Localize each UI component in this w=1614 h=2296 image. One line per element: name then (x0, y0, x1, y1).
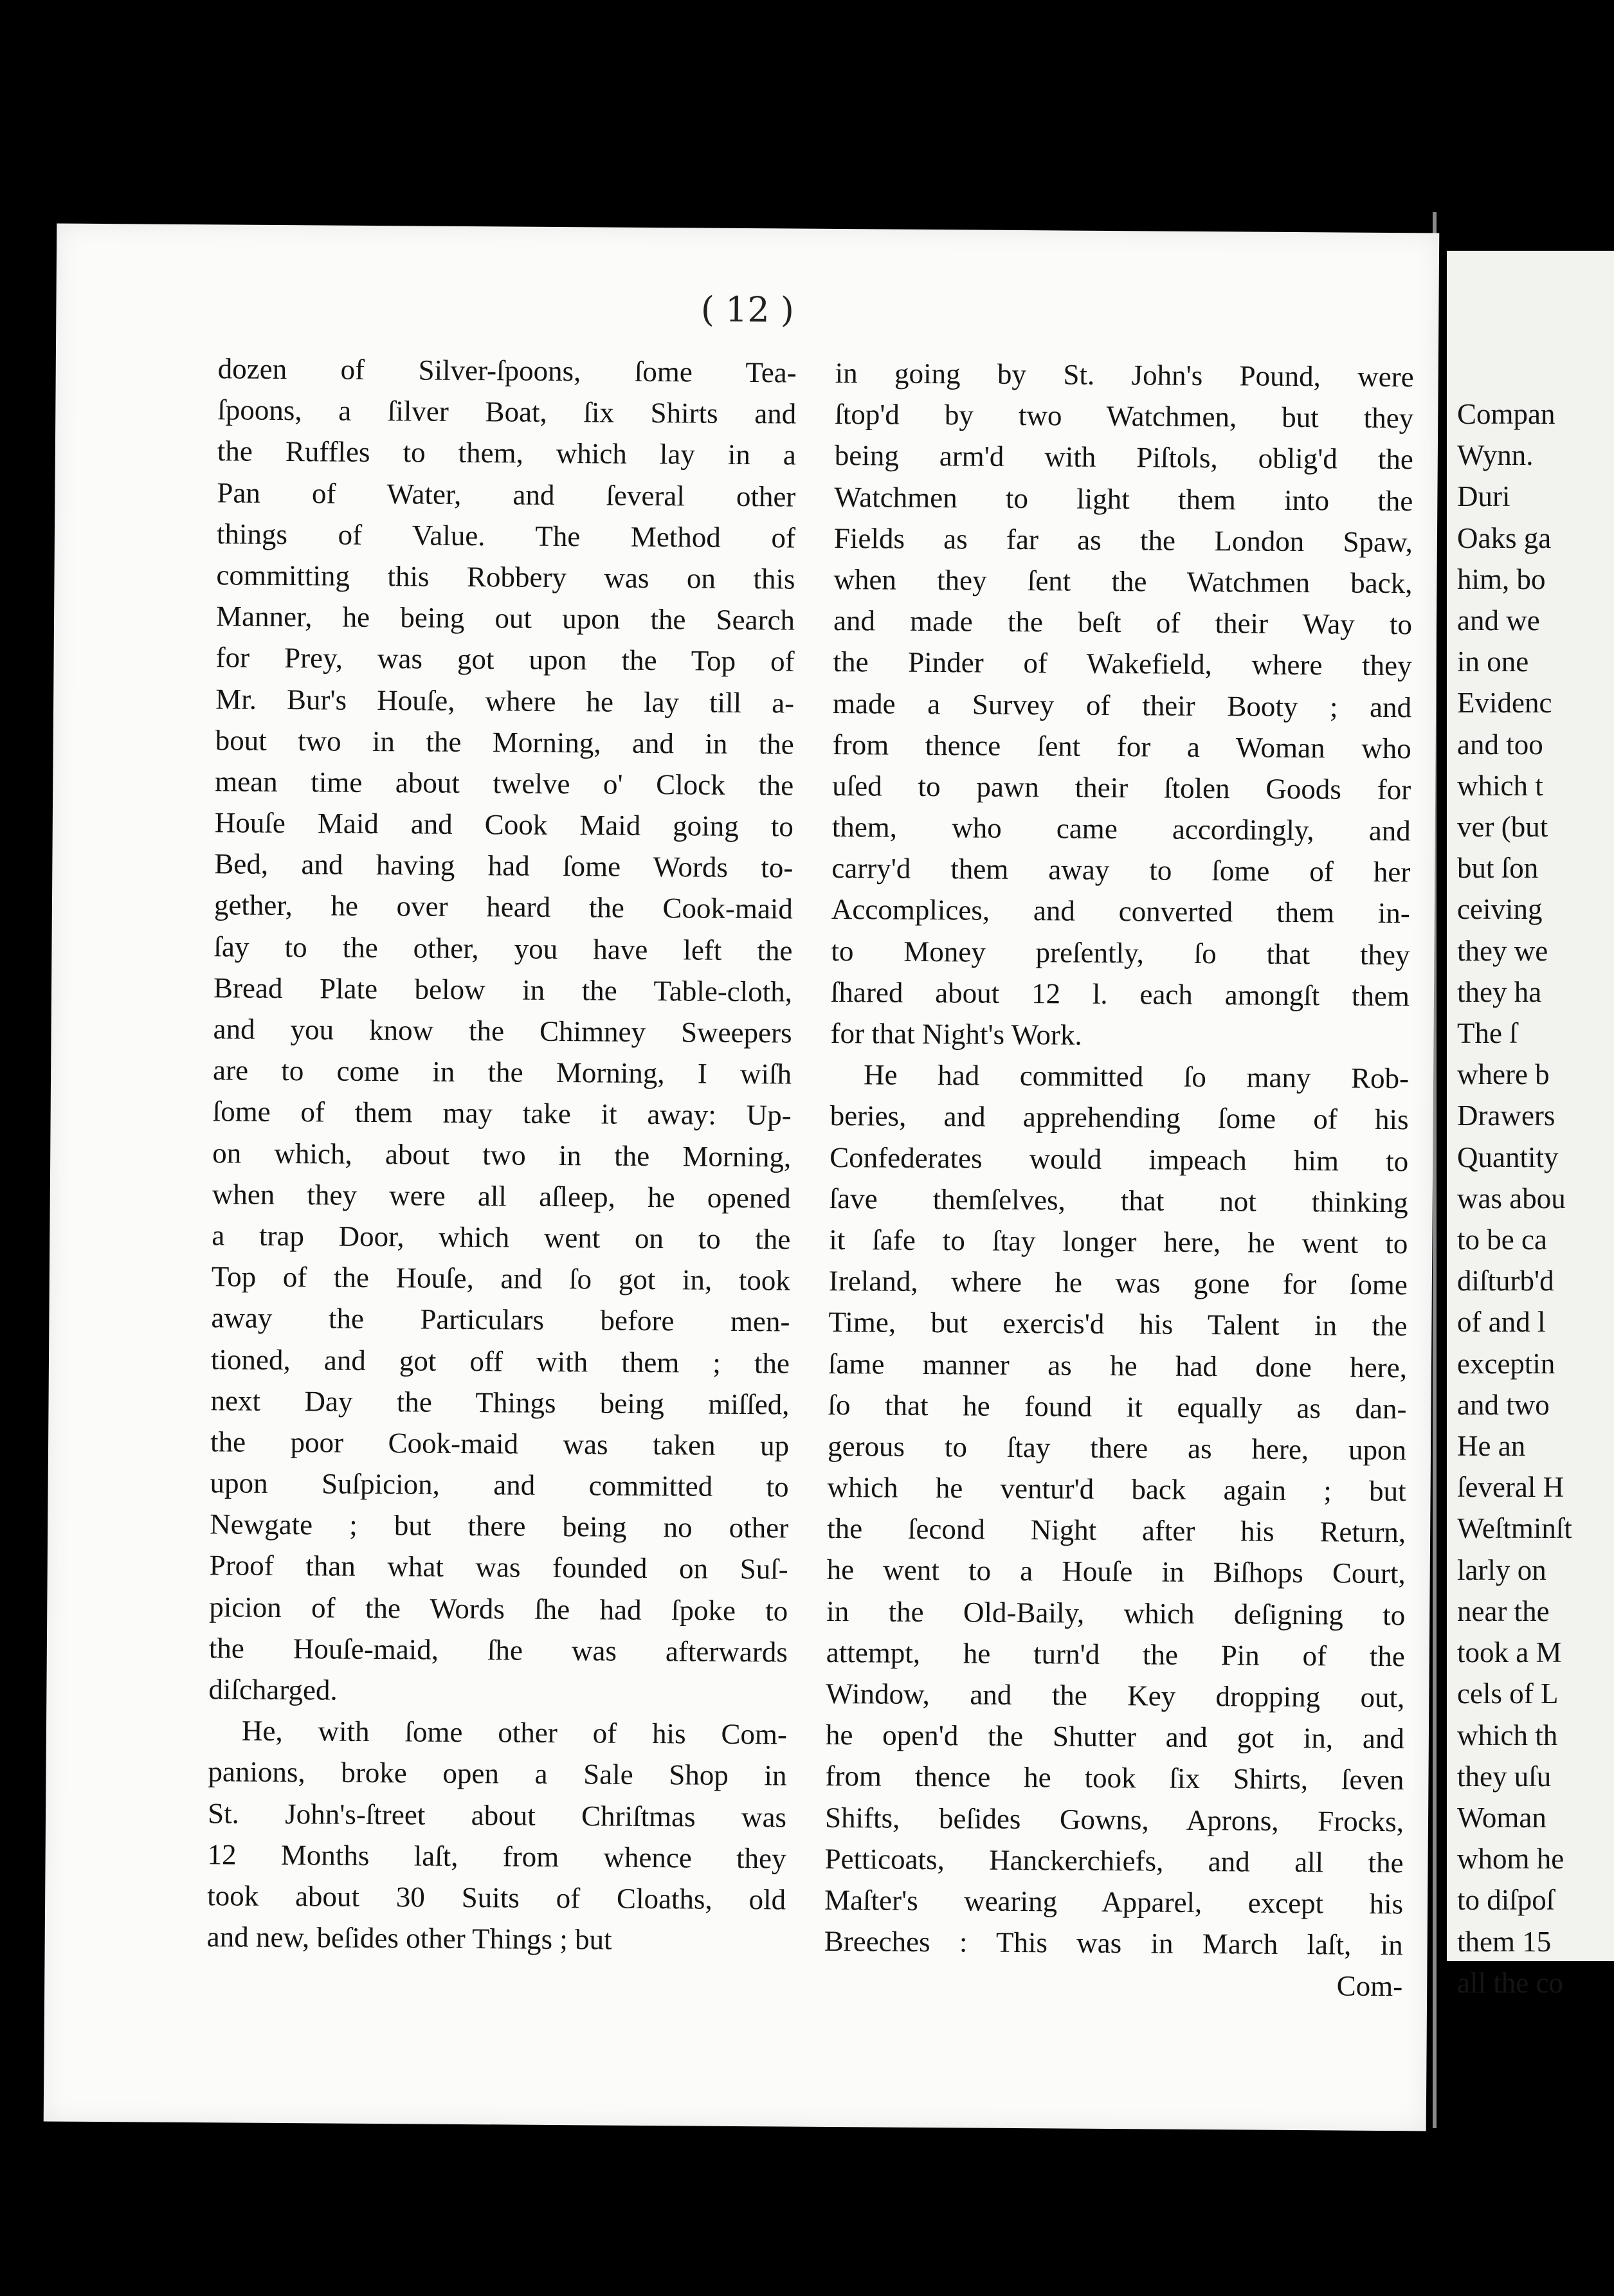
facing-text-fragment: Woman (1457, 1801, 1546, 1834)
text-line: for that Night's Work. (830, 1017, 1082, 1051)
text-line: ſome of them may take it away: Up- (212, 1095, 792, 1132)
text-line: from thence he took ſix Shirts, ſeven (825, 1760, 1404, 1796)
facing-text-fragment: all the co (1457, 1966, 1563, 1999)
text-line: Window, and the Key dropping out, (826, 1677, 1405, 1714)
text-line: Breeches : This was in March laſt, in (824, 1925, 1403, 1962)
facing-text-fragment: to diſpoſ (1457, 1884, 1555, 1917)
page-number: ( 12 ) (700, 289, 795, 330)
text-line: made a Survey of their Booty ; and (832, 687, 1412, 723)
text-line: ſhared about 12 l. each amongſt them (830, 975, 1410, 1013)
text-line: Com- (1336, 1969, 1403, 2003)
text-line: Top of the Houſe, and ſo got in, took (211, 1260, 791, 1297)
facing-text-fragment: Oaks ga (1457, 521, 1552, 554)
text-line: when they were all aſleep, he opened (212, 1178, 791, 1215)
text-line: committing this Robbery was on this (216, 559, 795, 595)
text-line: a trap Door, which went on to the (212, 1219, 791, 1256)
text-line: the Houſe-maid, ſhe was afterwards (208, 1632, 788, 1668)
facing-text-fragment: Duri (1457, 480, 1510, 513)
text-line: uſed to pawn their ſtolen Goods for (832, 769, 1411, 806)
text-line: diſcharged. (208, 1673, 338, 1706)
facing-text-fragment: Evidenc (1457, 687, 1552, 719)
text-line: Shifts, beſides Gowns, Aprons, Frocks, (824, 1801, 1404, 1838)
facing-text-fragment: and we (1457, 604, 1540, 637)
text-line: Petticoats, Hanckerchiefs, and all the (824, 1842, 1404, 1879)
text-line: Time, but exercis'd his Talent in the (828, 1306, 1408, 1342)
text-line: dozen of Silver-ſpoons, ſome Tea- (217, 352, 797, 389)
text-line: ſo that he found it equally as dan- (828, 1388, 1407, 1425)
text-line: it ſafe to ſtay longer here, he went to (829, 1223, 1408, 1260)
text-line: in going by St. John's Pound, were (835, 356, 1414, 393)
facing-text-fragment: but ſon (1457, 852, 1539, 885)
text-line: ſtop'd by two Watchmen, but they (835, 398, 1414, 435)
facing-text-fragment: they ha (1457, 975, 1542, 1008)
facing-page-text (1447, 393, 1572, 2003)
text-line: things of Value. The Method of (216, 518, 796, 554)
facing-text-fragment: Quantity (1457, 1141, 1559, 1173)
text-line: the poor Cook-maid was taken up (210, 1425, 790, 1462)
text-line: and you know the Chimney Sweepers (213, 1013, 792, 1049)
text-line: them, who came accordingly, and (831, 811, 1411, 847)
text-line: the Pinder of Wakefield, where they (833, 646, 1412, 682)
text-line: he open'd the Shutter and got in, and (825, 1719, 1405, 1755)
left-column (207, 348, 797, 1962)
facing-text-fragment: The ſ (1457, 1017, 1518, 1050)
text-line: gerous to ſtay there as here, upon (827, 1429, 1407, 1467)
text-line: away the Particulars before men- (211, 1301, 790, 1338)
text-line: Ireland, where he was gone for ſome (828, 1265, 1408, 1301)
facing-text-fragment: Weſtminſt (1457, 1512, 1572, 1545)
facing-text-fragment: to be ca (1457, 1224, 1547, 1256)
text-line: He, with ſome other of his Com- (241, 1714, 788, 1751)
facing-text-fragment: they we (1457, 934, 1548, 967)
text-line: 12 Months laſt, from whence they (207, 1838, 786, 1875)
text-line: and made the beſt of their Way to (833, 604, 1413, 641)
text-line: picion of the Words ſhe had ſpoke to (209, 1590, 788, 1627)
facing-text-fragment: Compan (1457, 398, 1555, 430)
text-line: upon Suſpicion, and committed to (210, 1467, 789, 1503)
text-line: Bread Plate below in the Table-cloth, (213, 972, 793, 1008)
facing-text-fragment: larly on (1457, 1553, 1546, 1586)
facing-text-fragment: they uſu (1457, 1760, 1552, 1793)
text-line: Pan of Water, and ſeveral other (217, 476, 796, 513)
text-line: took about 30 Suits of Cloaths, old (207, 1879, 786, 1916)
facing-text-fragment: of and l (1457, 1306, 1546, 1339)
facing-text-fragment: Wynn. (1457, 439, 1534, 472)
text-line: Accomplices, and converted them in- (831, 893, 1411, 930)
facing-page (1447, 251, 1614, 1999)
facing-text-fragment: was abou (1457, 1182, 1566, 1215)
text-line: carry'd them away to ſome of her (831, 852, 1411, 889)
text-line: panions, broke open a Sale Shop in (208, 1755, 787, 1792)
text-line: the Ruffles to them, which lay in a (217, 435, 797, 471)
facing-text-fragment: He an (1457, 1430, 1526, 1463)
facing-text-fragment: took a M (1457, 1636, 1562, 1669)
book-page (44, 224, 1440, 2131)
text-line: tioned, and got off with them ; the (210, 1342, 790, 1380)
facing-text-fragment: ſeveral H (1457, 1471, 1564, 1504)
facing-text-fragment: diſturb'd (1457, 1265, 1554, 1297)
text-line: gether, he over heard the Cook-maid (213, 889, 793, 925)
text-line: Mr. Bur's Houſe, where he lay till a- (215, 682, 795, 719)
text-line: ſave themſelves, that not thinking (829, 1182, 1408, 1218)
facing-text-fragment: him, bo (1457, 563, 1546, 595)
text-line: are to come in the Morning, I wiſh (212, 1054, 792, 1090)
text-line: ſame manner as he had done here, (828, 1347, 1408, 1384)
text-line: attempt, he turn'd the Pin of the (826, 1636, 1405, 1673)
text-line: Bed, and having had ſome Words to- (214, 847, 793, 884)
facing-text-fragment: which t (1457, 769, 1543, 802)
text-line: when they ſent the Watchmen back, (833, 563, 1413, 600)
text-line: Confederates would impeach him to (830, 1141, 1409, 1177)
text-line: and new, beſides other Things ; but (206, 1921, 612, 1956)
text-line: He had committed ſo many Rob- (863, 1058, 1410, 1095)
text-line: for Prey, was got upon the Top of (215, 641, 795, 678)
text-line: ſay to the other, you have left the (213, 930, 793, 967)
text-line: which he ventur'd back again ; but (827, 1471, 1406, 1508)
facing-text-fragment: which th (1457, 1719, 1558, 1751)
facing-text-fragment: and two (1457, 1388, 1550, 1421)
text-line: Proof than what was founded on Suſ- (209, 1549, 788, 1586)
facing-text-fragment: them 15 (1457, 1925, 1552, 1958)
facing-text-fragment: and too (1457, 728, 1543, 761)
text-line: Newgate ; but there being no other (210, 1508, 789, 1544)
facing-text-fragment: exceptin (1457, 1347, 1555, 1380)
text-line: ſpoons, a ſilver Boat, ſix Shirts and (217, 393, 797, 430)
facing-text-fragment: cels of L (1457, 1677, 1559, 1710)
text-line: Watchmen to light them into the (834, 480, 1413, 517)
text-line: from thence ſent for a Woman who (832, 728, 1411, 764)
text-line: Maſter's wearing Apparel, except his (824, 1883, 1404, 1921)
facing-text-fragment: ver (but (1457, 811, 1548, 844)
text-line: the ſecond Night after his Return, (827, 1512, 1406, 1549)
text-line: St. John's-ſtreet about Chriſtmas was (207, 1796, 787, 1834)
text-line: being arm'd with Piſtols, oblig'd the (834, 439, 1413, 476)
text-line: Fields as far as the London Spaw, (833, 521, 1413, 559)
text-line: he went to a Houſe in Biſhops Court, (826, 1553, 1406, 1590)
text-line: next Day the Things being miſſed, (210, 1384, 790, 1421)
facing-text-fragment: Drawers (1457, 1099, 1555, 1132)
facing-text-fragment: near the (1457, 1595, 1550, 1627)
text-line: in the Old-Baily, which deſigning to (826, 1595, 1406, 1631)
text-line: mean time about twelve o' Clock the (215, 765, 794, 802)
right-column (824, 352, 1414, 2007)
text-line: Manner, he being out upon the Search (215, 600, 795, 637)
text-line: Houſe Maid and Cook Maid going to (214, 806, 793, 843)
text-line: on which, about two in the Morning, (212, 1136, 792, 1173)
facing-text-fragment: ceiving (1457, 893, 1543, 926)
facing-text-fragment: where b (1457, 1058, 1550, 1091)
text-line: to Money preſently, ſo that they (831, 934, 1410, 971)
facing-text-fragment: whom he (1457, 1843, 1564, 1876)
facing-text-fragment: in one (1457, 646, 1529, 678)
text-line: bout two in the Morning, and in the (215, 723, 794, 761)
text-line: beries, and apprehending ſome of his (830, 1099, 1409, 1136)
